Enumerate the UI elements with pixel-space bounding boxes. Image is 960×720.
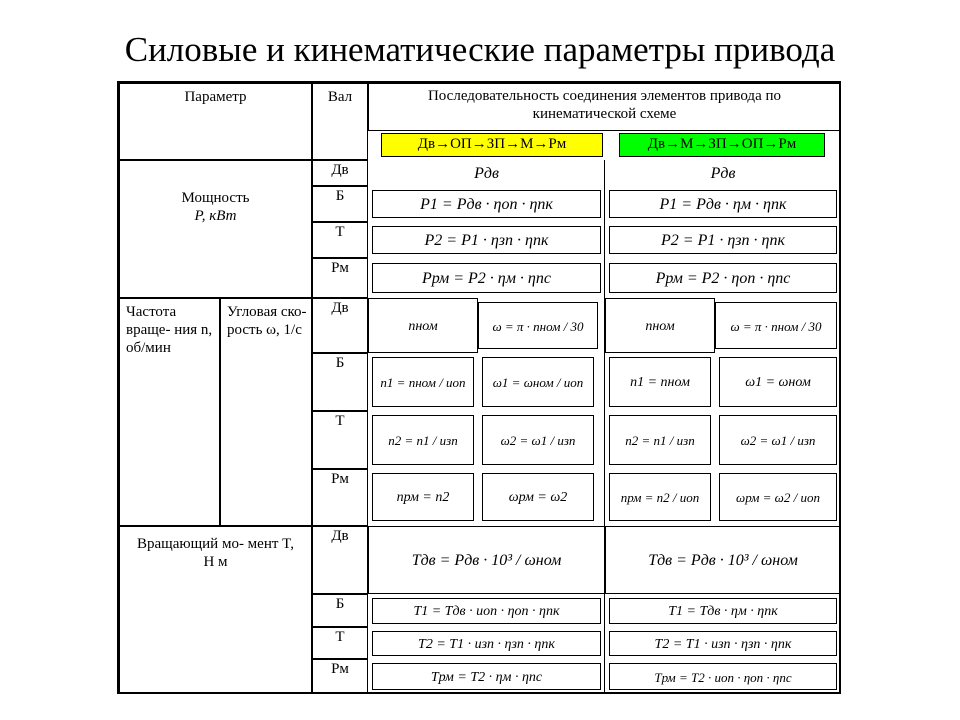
power-shaft-t: Т <box>312 222 368 258</box>
speed-shaft-dv: Дв <box>312 298 368 353</box>
header-param: Параметр <box>119 83 312 160</box>
torque-v2-t: T2 = T1 · uзп · ηзп · ηпк <box>609 631 837 656</box>
power-v1-b: P1 = Pдв · ηоп · ηпк <box>372 190 601 218</box>
speed-v1-w-t: ω2 = ω1 / uзп <box>482 415 594 465</box>
speed-shaft-b: Б <box>312 353 368 411</box>
power-v1-dv: Pдв <box>474 165 499 182</box>
power-label: Мощность P, кВт <box>119 160 312 298</box>
speed-v1-w-dv: ω = π · nном / 30 <box>478 302 598 349</box>
speed-v1-n-rm: nрм = n2 <box>372 473 474 521</box>
speed-v2-w-dv: ω = π · nном / 30 <box>715 302 837 349</box>
page-title: Силовые и кинематические параметры привода <box>124 30 836 69</box>
speed-v2-w-t: ω2 = ω1 / uзп <box>719 415 837 465</box>
speed-v1-n-dv: nном <box>368 298 478 353</box>
power-shaft-b: Б <box>312 186 368 222</box>
variant1-header: Дв→ОП→ЗП→М→Рм <box>381 133 603 157</box>
speed-v2-w-b: ω1 = ωном <box>719 357 837 407</box>
torque-v2-b: T1 = Tдв · ηм · ηпк <box>609 598 837 624</box>
header-sequence: Последовательность соединения элементов привода по кинематической схеме <box>368 83 841 131</box>
power-v1-rm: Pрм = P2 · ηм · ηпс <box>372 263 601 293</box>
torque-shaft-t: Т <box>312 627 368 659</box>
speed-v2-n-rm: nрм = n2 / uоп <box>609 473 711 521</box>
speed-v2-w-rm: ωрм = ω2 / uоп <box>719 473 837 521</box>
torque-v2-dv: Tдв = Pдв · 10³ / ωном <box>605 526 841 594</box>
torque-shaft-dv: Дв <box>312 526 368 594</box>
torque-shaft-rm: Рм <box>312 659 368 694</box>
power-v2-rm: Pрм = P2 · ηоп · ηпс <box>609 263 837 293</box>
torque-v1-t: T2 = T1 · uзп · ηзп · ηпк <box>372 631 601 656</box>
torque-label: Вращающий мо- мент T, Н м <box>119 526 312 694</box>
speed-v1-w-rm: ωрм = ω2 <box>482 473 594 521</box>
power-shaft-dv: Дв <box>312 160 368 186</box>
speed-shaft-t: Т <box>312 411 368 469</box>
power-v2-t: P2 = P1 · ηзп · ηпк <box>609 226 837 254</box>
parameters-table <box>117 81 841 694</box>
torque-v2-rm: Tрм = T2 · uоп · ηоп · ηпс <box>609 663 837 690</box>
speed-v2-n-b: n1 = nном <box>609 357 711 407</box>
speed-v2-n-dv: nном <box>605 298 715 353</box>
speed-v1-w-b: ω1 = ωном / uоп <box>482 357 594 407</box>
power-v2-dv: Pдв <box>710 165 736 182</box>
speed-v2-n-t: n2 = n1 / uзп <box>609 415 711 465</box>
torque-v1-b: T1 = Tдв · uоп · ηоп · ηпк <box>372 598 601 624</box>
divider-v1-v2 <box>604 160 605 694</box>
torque-v1-dv: Tдв = Pдв · 10³ / ωном <box>368 526 605 594</box>
speed-shaft-rm: Рм <box>312 469 368 526</box>
torque-shaft-b: Б <box>312 594 368 627</box>
angular-label: Угловая ско- рость ω, 1/с <box>220 298 312 526</box>
speed-v1-n-t: n2 = n1 / uзп <box>372 415 474 465</box>
variant2-header: Дв→М→ЗП→ОП→Рм <box>619 133 825 157</box>
torque-v1-rm: Tрм = T2 · ηм · ηпс <box>372 663 601 690</box>
power-shaft-rm: Рм <box>312 258 368 298</box>
power-v1-t: P2 = P1 · ηзп · ηпк <box>372 226 601 254</box>
speed-v1-n-b: n1 = nном / uоп <box>372 357 474 407</box>
header-shaft: Вал <box>312 83 368 160</box>
freq-label: Частота враще- ния n, об/мин <box>119 298 220 526</box>
power-v2-b: P1 = Pдв · ηм · ηпк <box>609 190 837 218</box>
